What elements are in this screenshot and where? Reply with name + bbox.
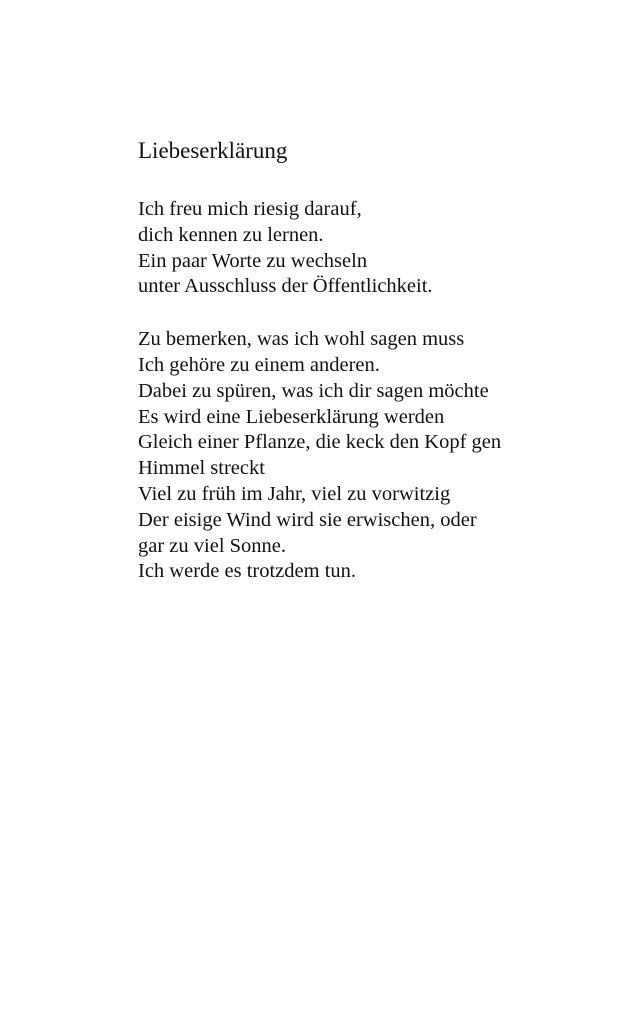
stanza-2 bbox=[138, 327, 608, 585]
poem-line: Ich freu mich riesig darauf, bbox=[138, 198, 362, 220]
poem-line: Gleich einer Pflanze, die keck den Kopf gen bbox=[138, 431, 502, 454]
poem-line: dich kennen zu lernen. bbox=[138, 223, 324, 246]
poem-title: Liebeserklärung bbox=[138, 138, 288, 163]
poem-line: Himmel streckt bbox=[138, 457, 265, 480]
stanza-1 bbox=[138, 197, 608, 300]
poem-line: Ich werde es trotzdem tun. bbox=[138, 560, 357, 583]
poem-page bbox=[138, 136, 608, 612]
poem-line: Ein paar Worte zu wechseln bbox=[138, 249, 368, 272]
poem-line: gar zu viel Sonne. bbox=[138, 534, 287, 557]
poem-line: Ich gehöre zu einem anderen. bbox=[138, 353, 380, 376]
poem-line: Der eisige Wind wird sie erwischen, oder bbox=[138, 508, 477, 531]
poem-line: Dabei zu spüren, was ich dir sagen möchte bbox=[138, 379, 489, 402]
poem-line: unter Ausschluss der Öffentlichkeit. bbox=[138, 275, 433, 298]
poem-line: Viel zu früh im Jahr, viel zu vorwitzig bbox=[138, 482, 451, 505]
poem-line: Zu bemerken, was ich wohl sagen muss bbox=[138, 328, 465, 351]
poem-line: Es wird eine Liebeserklärung werden bbox=[138, 405, 445, 428]
